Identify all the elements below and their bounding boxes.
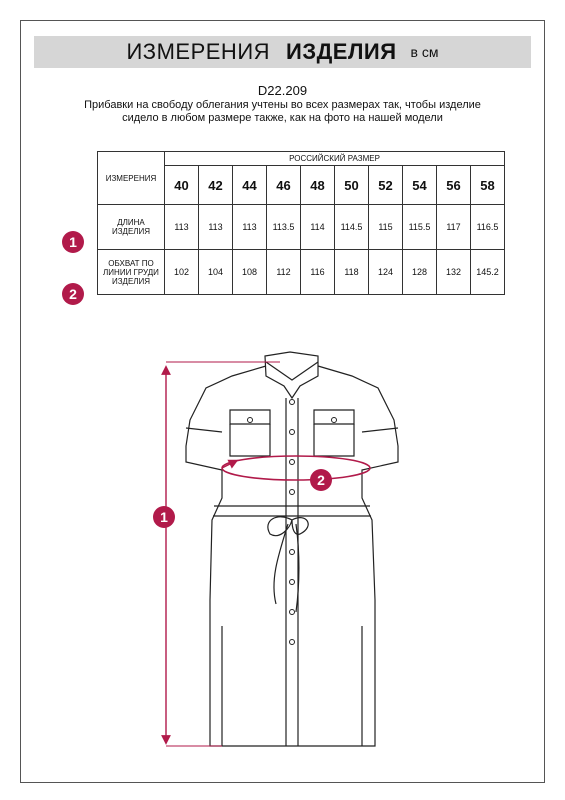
row-marker-2: 2 [62,283,84,305]
table-cell: 112 [267,250,301,295]
length-measure [166,362,280,746]
row-label: ДЛИНА ИЗДЕЛИЯ [98,205,165,250]
size-header-cell: 48 [301,166,335,205]
size-header-cell: 44 [233,166,267,205]
table-cell: 113 [233,205,267,250]
title-bold: ИЗДЕЛИЯ [286,39,397,64]
table-cell: 124 [369,250,403,295]
size-header-cell: 58 [471,166,505,205]
diagram-length-marker: 1 [153,506,175,528]
row-label: ОБХВАТ ПО ЛИНИИ ГРУДИ ИЗДЕЛИЯ [98,250,165,295]
table-cell: 118 [335,250,369,295]
table-cell: 117 [437,205,471,250]
table-cell: 115.5 [403,205,437,250]
table-cell: 128 [403,250,437,295]
table-cell: 113.5 [267,205,301,250]
table-cell: 116 [301,250,335,295]
row-marker-1: 1 [62,231,84,253]
size-system-header: РОССИЙСКИЙ РАЗМЕР [165,152,505,166]
table-cell: 114 [301,205,335,250]
size-header-cell: 40 [165,166,199,205]
table-cell: 108 [233,250,267,295]
size-header-cell: 56 [437,166,471,205]
table-cell: 113 [199,205,233,250]
table-cell: 145.2 [471,250,505,295]
size-header-cell: 54 [403,166,437,205]
table-cell: 113 [165,205,199,250]
product-code: D22.209 [257,83,308,98]
table-cell: 116.5 [471,205,505,250]
corner-label: ИЗМЕРЕНИЯ [98,152,165,205]
title-unit: в см [410,44,439,60]
size-header-cell: 50 [335,166,369,205]
title-prefix: ИЗМЕРЕНИЯ [126,39,271,64]
table-cell: 102 [165,250,199,295]
diagram-chest-marker: 2 [310,469,332,491]
table-cell: 104 [199,250,233,295]
size-header-cell: 42 [199,166,233,205]
size-header-cell: 52 [369,166,403,205]
table-cell: 115 [369,205,403,250]
size-header-cell: 46 [267,166,301,205]
chest-measure [222,456,370,480]
table-cell: 114.5 [335,205,369,250]
fit-note: Прибавки на свободу облегания учтены во всех размерах так, чтобы изделие сидело в любом размере также, как на фото на нашей модели [84,99,481,124]
table-cell: 132 [437,250,471,295]
